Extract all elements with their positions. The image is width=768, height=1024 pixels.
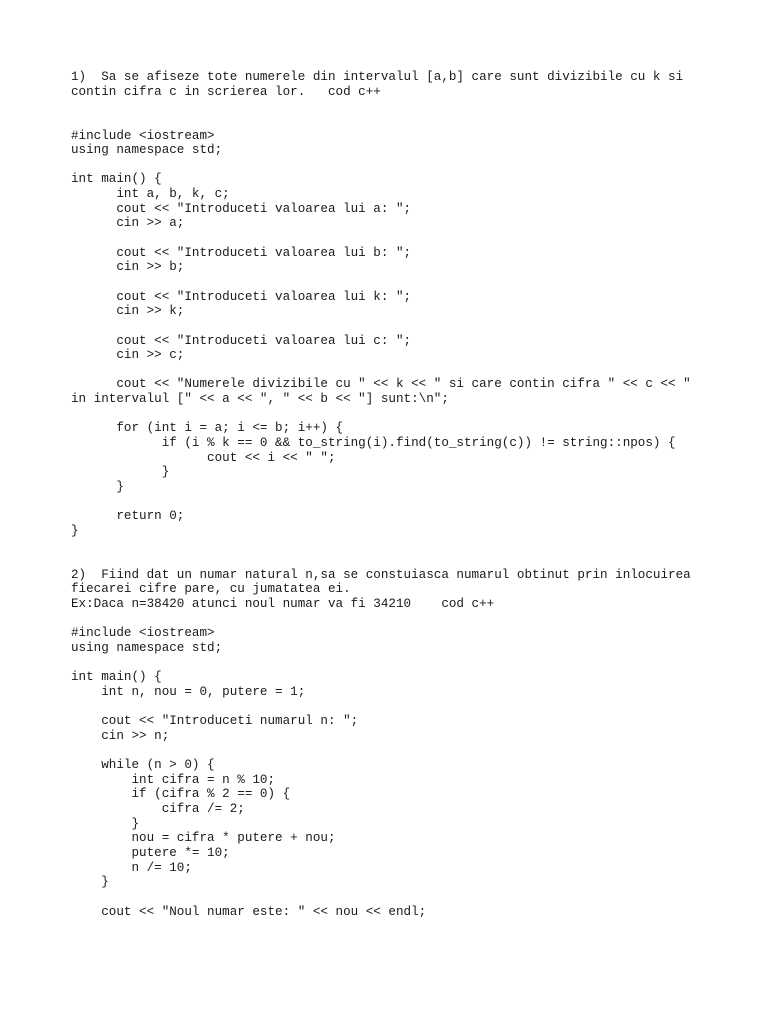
code-line: cout << "Introduceti valoarea lui k: "; [71,289,412,304]
code-line: } [71,465,170,480]
code-line: cin >> b; [71,260,185,275]
code-line [71,743,731,758]
problem-2-title-line-1: 2) Fiind dat un numar natural n,sa se constuiasca numarul obtinut prin inlocuirea [71,567,691,582]
problem-2-title-line-2: fiecarei cifre pare, cu jumatatea ei. [71,582,351,597]
blank-line [71,99,731,114]
code-line: cout << "Noul numar este: " << nou << endl; [71,904,427,919]
code-line: if (cifra % 2 == 0) { [71,787,291,802]
blank-line [71,553,731,568]
code-line: cout << i << " "; [71,450,336,465]
code-line: using namespace std; [71,640,223,655]
code-line: } [71,875,109,890]
document-page [71,70,731,919]
code-line: int n, nou = 0, putere = 1; [71,684,306,699]
code-line: putere *= 10; [71,845,230,860]
code-line: n /= 10; [71,860,192,875]
code-line: cout << "Introduceti numarul n: "; [71,714,359,729]
code-line: cin >> c; [71,348,185,363]
problem-1-title-line-2: contin cifra c in scrierea lor. cod c++ [71,84,381,99]
code-line: #include <iostream> [71,626,215,641]
problem-2-title-line-3: Ex:Daca n=38420 atunci noul numar va fi 34210 cod c++ [71,597,495,612]
code-line: nou = cifra * putere + nou; [71,831,336,846]
problem-1-code-block [71,129,731,539]
code-line: } [71,523,79,538]
code-line [71,656,731,671]
code-line: int main() { [71,172,162,187]
code-line: #include <iostream> [71,128,215,143]
code-line: return 0; [71,509,185,524]
problem-2-code-block [71,626,731,919]
code-line: in intervalul [" << a << ", " << b << "] sunt:\n"; [71,392,449,407]
code-line [71,231,731,246]
problem-1-title-line-1: 1) Sa se afiseze tote numerele din intervalul [a,b] care sunt divizibile cu k si [71,70,684,84]
code-line [71,407,731,422]
code-line [71,890,731,905]
code-line: cout << "Numerele divizibile cu " << k << " si care contin cifra " << c << " [71,377,691,392]
code-line: cifra /= 2; [71,802,245,817]
code-line [71,363,731,378]
code-line: cin >> k; [71,304,185,319]
code-line [71,700,731,715]
code-line [71,275,731,290]
code-line: cout << "Introduceti valoarea lui a: "; [71,201,412,216]
code-line: int main() { [71,670,162,685]
code-line: for (int i = a; i <= b; i++) { [71,421,344,436]
code-line: cin >> n; [71,728,170,743]
code-line: using namespace std; [71,143,223,158]
code-line: if (i % k == 0 && to_string(i).find(to_string(c)) != string::npos) { [71,436,676,451]
code-line: int cifra = n % 10; [71,772,276,787]
code-line: cout << "Introduceti valoarea lui b: "; [71,245,412,260]
blank-line [71,539,731,554]
code-line: int a, b, k, c; [71,187,230,202]
code-line [71,158,731,173]
code-line: cin >> a; [71,216,185,231]
code-line: while (n > 0) { [71,758,215,773]
code-line: cout << "Introduceti valoarea lui c: "; [71,333,412,348]
code-line [71,319,731,334]
blank-line [71,612,731,627]
code-line: } [71,816,140,831]
code-line: } [71,479,124,494]
code-line [71,495,731,510]
blank-line [71,114,731,129]
